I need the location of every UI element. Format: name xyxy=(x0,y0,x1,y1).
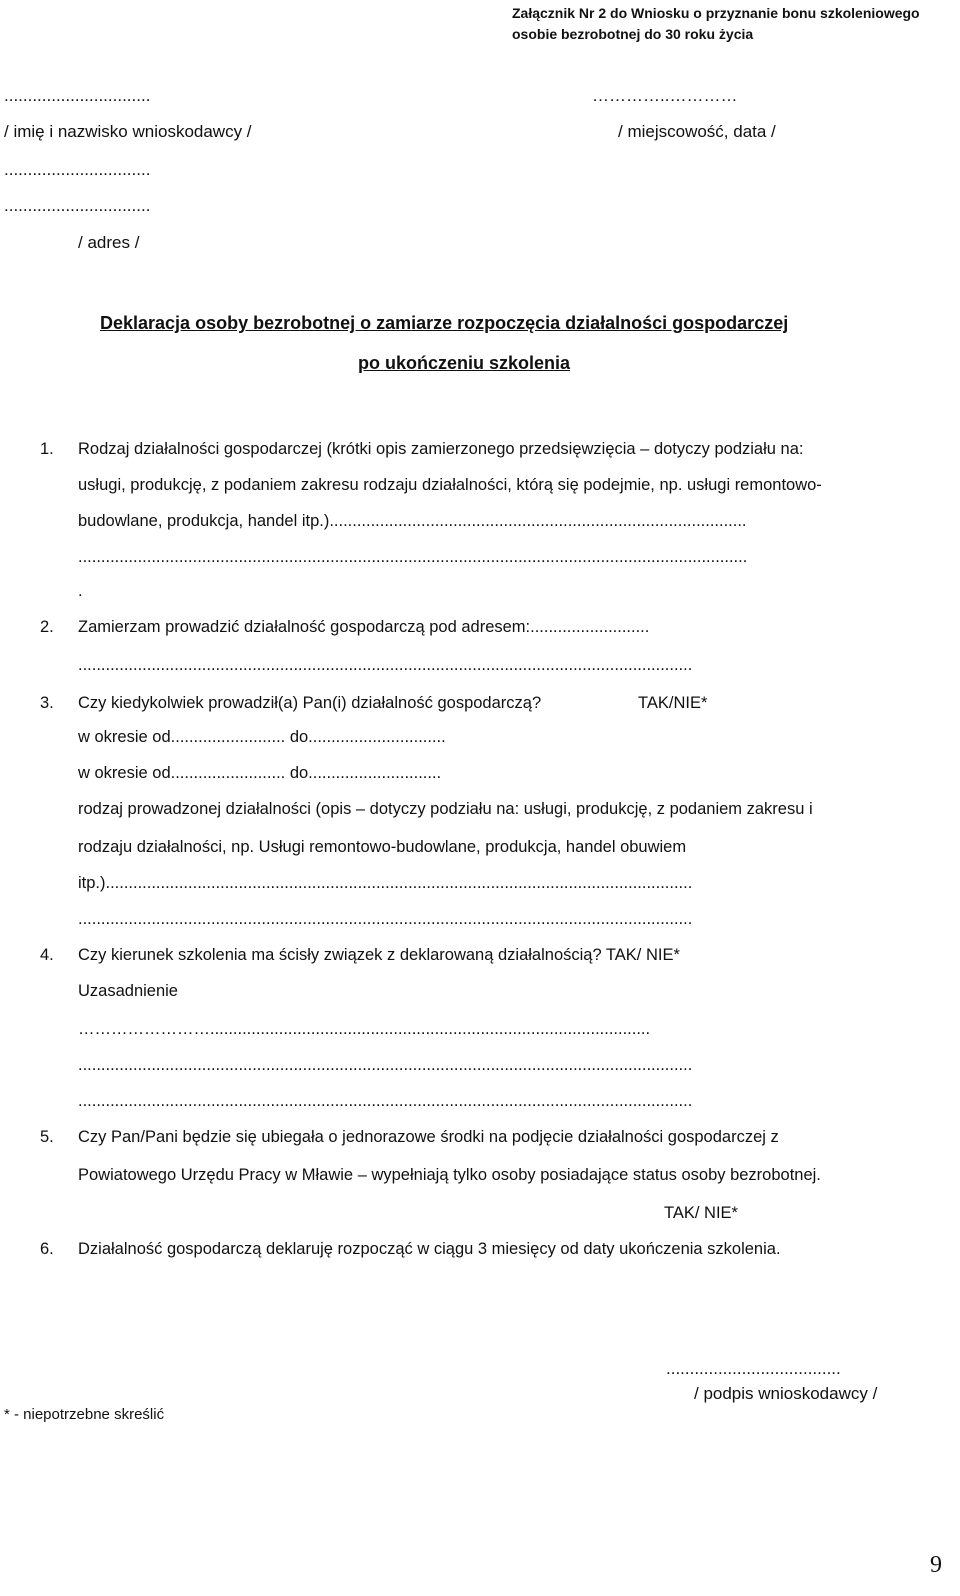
place-date-dots[interactable]: …………..………… xyxy=(592,86,738,105)
q1-line-2: usługi, produkcję, z podaniem zakresu rodzaju działalności, którą się podejmie, np. usługi remontowo- xyxy=(78,476,822,494)
signature-label: / podpis wnioskodawcy / xyxy=(694,1384,878,1403)
q1-line-1: Rodzaj działalności gospodarczej (krótki opis zamierzonego przedsięwzięcia – dotyczy podziału na: xyxy=(78,440,804,458)
q3-period-2[interactable]: w okresie od......................... do............................. xyxy=(78,764,442,782)
q1-line-5[interactable]: . xyxy=(78,582,83,600)
q2-line-1[interactable]: Zamierzam prowadzić działalność gospodarczą pod adresem:.......................... xyxy=(78,618,650,636)
place-date-label: / miejscowość, data / xyxy=(618,122,776,141)
q3-line-1: rodzaj prowadzonej działalności (opis – dotyczy podziału na: usługi, produkcję, z podaniem zakresu i xyxy=(78,800,813,818)
address-dots-2[interactable]: ............................... xyxy=(4,196,151,215)
address-label: / adres / xyxy=(78,233,140,252)
q6-number: 6. xyxy=(40,1240,54,1258)
name-dots[interactable]: ............................... xyxy=(4,86,151,105)
signature-dots[interactable]: ..................................... xyxy=(666,1359,841,1378)
q4-line-1[interactable]: ……………………................................................................................................ xyxy=(78,1020,651,1038)
footnote-strike-note: * - niepotrzebne skreślić xyxy=(4,1406,165,1423)
q3-line-4[interactable]: ...................................................................................................................................... xyxy=(78,910,693,928)
q4-line-3[interactable]: ...................................................................................................................................... xyxy=(78,1092,693,1110)
q5-answer[interactable]: TAK/ NIE* xyxy=(664,1204,738,1222)
address-dots-1[interactable]: ............................... xyxy=(4,160,151,179)
q3-answer[interactable]: TAK/NIE* xyxy=(638,694,708,712)
annex-header-line-2: osobie bezrobotnej do 30 roku życia xyxy=(512,26,754,42)
page-number: 9 xyxy=(930,1552,942,1578)
q4-question: Czy kierunek szkolenia ma ścisły związek z deklarowaną działalnością? TAK/ NIE* xyxy=(78,946,680,964)
annex-header-line-1: Załącznik Nr 2 do Wniosku o przyznanie bonu szkoleniowego xyxy=(512,5,920,21)
document-title-line-1: Deklaracja osoby bezrobotnej o zamiarze rozpoczęcia działalności gospodarczej xyxy=(100,313,789,333)
q5-number: 5. xyxy=(40,1128,54,1146)
q6-line-1: Działalność gospodarczą deklaruję rozpocząć w ciągu 3 miesięcy od daty ukończenia szkolenia. xyxy=(78,1240,781,1258)
q2-line-2[interactable]: ...................................................................................................................................... xyxy=(78,656,693,674)
q5-line-1: Czy Pan/Pani będzie się ubiegała o jednorazowe środki na podjęcie działalności gospodarczej z xyxy=(78,1128,779,1146)
document-title-line-2: po ukończeniu szkolenia xyxy=(358,353,571,373)
q5-line-2: Powiatowego Urzędu Pracy w Mławie – wypełniają tylko osoby posiadające status osoby bezrobotnej. xyxy=(78,1166,821,1184)
q2-number: 2. xyxy=(40,618,54,636)
q4-line-2[interactable]: ...................................................................................................................................... xyxy=(78,1056,693,1074)
q4-label: Uzasadnienie xyxy=(78,982,178,1000)
q3-period-1[interactable]: w okresie od......................... do.............................. xyxy=(78,728,446,746)
q1-line-3[interactable]: budowlane, produkcja, handel itp.)........................................................................................... xyxy=(78,512,747,530)
q4-number: 4. xyxy=(40,946,54,964)
q3-question: Czy kiedykolwiek prowadził(a) Pan(i) działalność gospodarczą? xyxy=(78,694,542,712)
q1-line-4[interactable]: .................................................................................................................................................. xyxy=(78,548,748,566)
q1-number: 1. xyxy=(40,440,54,458)
q3-line-2: rodzaju działalności, np. Usługi remontowo-budowlane, produkcja, handel obuwiem xyxy=(78,838,687,856)
q3-line-3[interactable]: itp.)................................................................................................................................ xyxy=(78,874,693,892)
name-label: / imię i nazwisko wnioskodawcy / xyxy=(4,122,252,141)
q3-number: 3. xyxy=(40,694,54,712)
